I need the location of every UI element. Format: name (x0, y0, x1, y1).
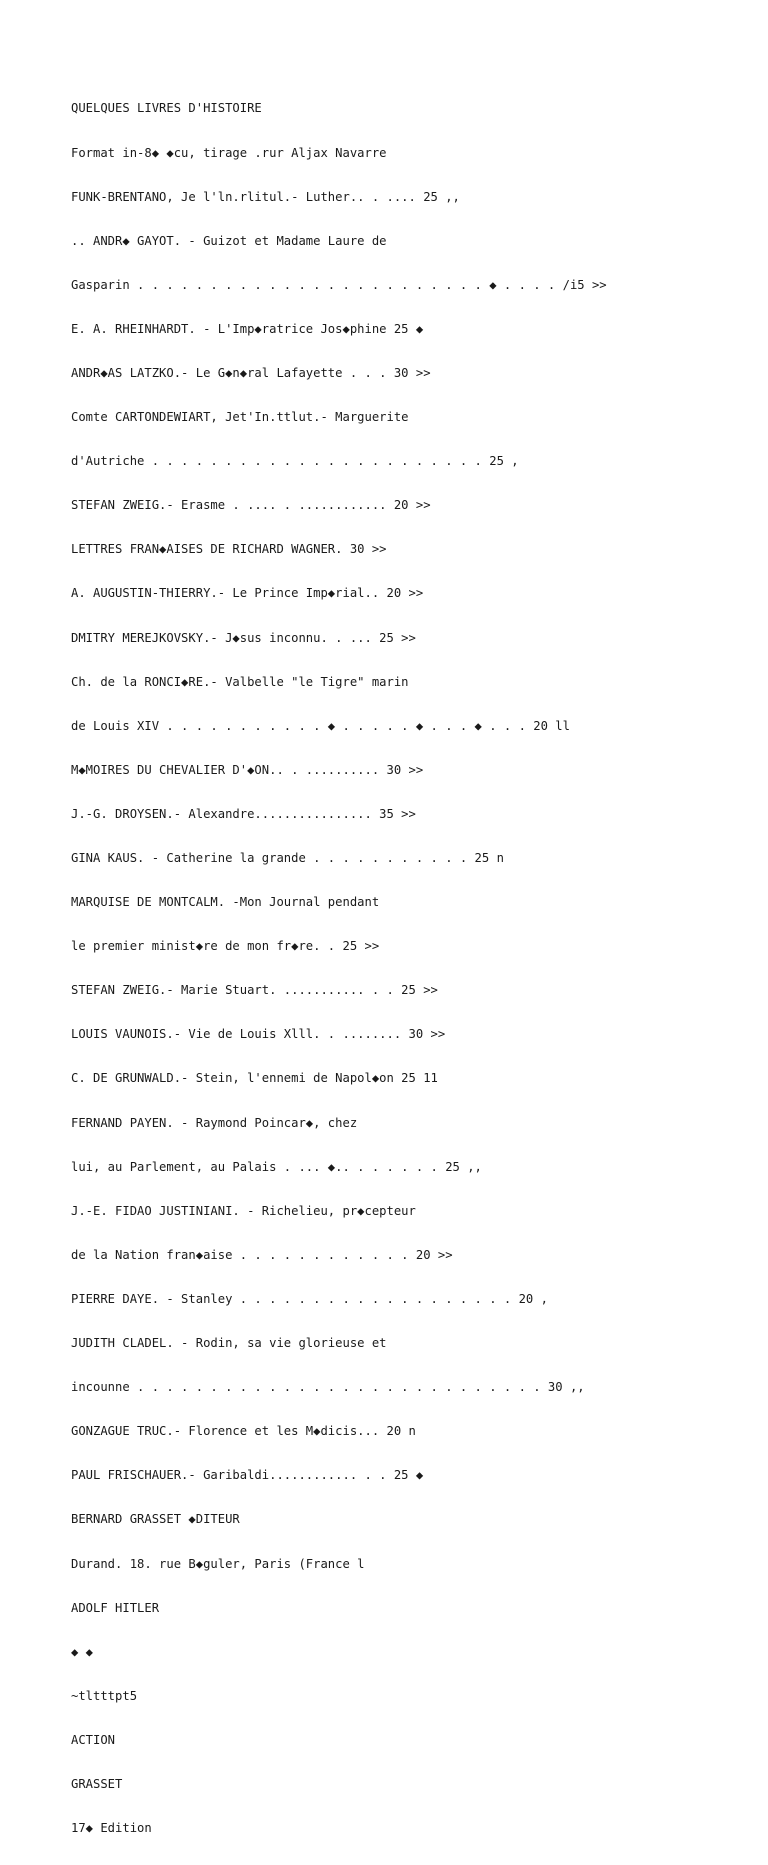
text-line: M◆MOIRES DU CHEVALIER D'◆ON.. . .......... 30 >> (71, 762, 424, 777)
text-line: GONZAGUE TRUC.- Florence et les M◆dicis... 20 n (71, 1424, 416, 1439)
text-line: J.-G. DROYSEN.- Alexandre................ 35 >> (71, 806, 416, 821)
text-line: d'Autriche . . . . . . . . . . . . . . . . . . . . . . . 25 , (71, 454, 519, 469)
text-line: lui, au Parlement, au Palais . ... ◆.. . . . . . . 25 ,, (71, 1159, 482, 1174)
text-line: .. ANDR◆ GAYOT. - Guizot et Madame Laure de (71, 233, 387, 248)
text-line: ◆ ◆ (71, 1644, 94, 1659)
text-line: Durand. 18. rue B◆guler, Paris (France l (71, 1556, 365, 1571)
text-line: PAUL FRISCHAUER.- Garibaldi............ . . 25 ◆ (71, 1468, 424, 1483)
text-line: STEFAN ZWEIG.- Marie Stuart. ........... . . 25 >> (71, 983, 438, 998)
text-line: MARQUISE DE MONTCALM. -Mon Journal pendant (71, 895, 380, 910)
text-line: E. A. RHEINHARDT. - L'Imp◆ratrice Jos◆phine 25 ◆ (71, 321, 424, 336)
text-line: ADOLF HITLER (71, 1600, 160, 1615)
text-line: Comte CARTONDEWIART, Jet'In.ttlut.- Marguerite (71, 410, 409, 425)
text-line: GINA KAUS. - Catherine la grande . . . . . . . . . . . 25 n (71, 851, 504, 865)
text-line: QUELQUES LIVRES D'HISTOIRE (71, 101, 262, 116)
text-line: PIERRE DAYE. - Stanley . . . . . . . . . . . . . . . . . . . 20 , (71, 1291, 548, 1306)
text-line: FUNK-BRENTANO, Je l'ln.rlitul.- Luther.. . .... 25 ,, (71, 189, 460, 204)
text-line: Gasparin . . . . . . . . . . . . . . . . . . . . . . . . ◆ . . . . /i5 >> (71, 277, 607, 292)
text-line: 17◆ Edition (71, 1821, 152, 1836)
text-line: GRASSET (71, 1776, 123, 1791)
text-line: JUDITH CLADEL. - Rodin, sa vie glorieuse et (71, 1336, 387, 1351)
text-line: C. DE GRUNWALD.- Stein, l'ennemi de Napol◆on 25 11 (71, 1071, 438, 1086)
text-line: LOUIS VAUNOIS.- Vie de Louis Xlll. . ........ 30 >> (71, 1027, 446, 1042)
text-line: de Louis XIV . . . . . . . . . . . ◆ . . . . . ◆ . . . ◆ . . . 20 ll (71, 718, 570, 733)
text-line: A. AUGUSTIN-THIERRY.- Le Prince Imp◆rial.. 20 >> (71, 586, 424, 601)
text-line: ACTION (71, 1732, 116, 1747)
ocr-text-block (71, 72, 607, 1865)
text-line: BERNARD GRASSET ◆DITEUR (71, 1512, 240, 1527)
text-line: STEFAN ZWEIG.- Erasme . .... . ............ 20 >> (71, 498, 431, 513)
text-line: FERNAND PAYEN. - Raymond Poincar◆, chez (71, 1115, 358, 1130)
text-line: LETTRES FRAN◆AISES DE RICHARD WAGNER. 30 >> (71, 542, 387, 557)
text-line: ANDR◆AS LATZKO.- Le G◆n◆ral Lafayette . . . 30 >> (71, 365, 431, 380)
text-line: incounne . . . . . . . . . . . . . . . . . . . . . . . . . . . . 30 ,, (71, 1380, 585, 1395)
text-line: le premier minist◆re de mon fr◆re. . 25 >> (71, 939, 380, 954)
text-line: Ch. de la RONCI◆RE.- Valbelle "le Tigre" marin (71, 674, 409, 689)
text-line: J.-E. FIDAO JUSTINIANI. - Richelieu, pr◆cepteur (71, 1203, 416, 1218)
text-line: ~tltttpt5 (71, 1688, 138, 1703)
text-line: DMITRY MEREJKOVSKY.- J◆sus inconnu. . ... 25 >> (71, 630, 416, 645)
text-line: Format in-8◆ ◆cu, tirage .rur Aljax Navarre (71, 145, 387, 160)
text-line: de la Nation fran◆aise . . . . . . . . . . . . 20 >> (71, 1247, 453, 1262)
